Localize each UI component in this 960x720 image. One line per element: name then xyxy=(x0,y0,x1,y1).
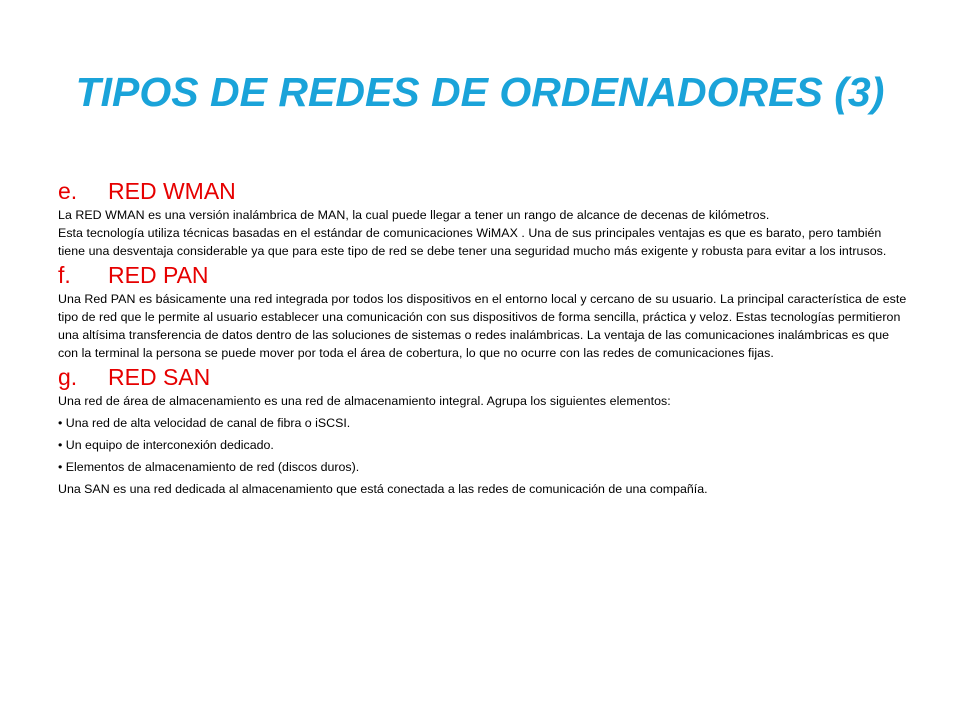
paragraph: Una Red PAN es básicamente una red integrada por todos los dispositivos en el entorno local y cercano de su usuario. La principal característica de este tipo de red que le permite al usuario establecer una comunicación con sus dispositivos de forma sencilla, práctica y veloz. Estas tecnologías permitieron una altísima transferencia de datos dentro de las soluciones de sistemas o redes inalámbricas. La ventaja de las comunicaciones inalámbricas es que con la terminal la persona se puede mover por toda el área de cobertura, lo que no ocurre con las redes de comunicaciones fijas. xyxy=(58,292,907,360)
slide-title: TIPOS DE REDES DE ORDENADORES (3) xyxy=(75,69,885,115)
paragraph: Una SAN es una red dedicada al almacenamiento que está conectada a las redes de comunicación de una compañía. xyxy=(58,482,708,496)
bullet-item: • Elementos de almacenamiento de red (discos duros). xyxy=(58,460,360,474)
section-red-san xyxy=(58,362,908,498)
section-heading xyxy=(58,176,908,206)
list-marker: e. xyxy=(58,178,78,204)
section-heading xyxy=(58,260,908,290)
section-heading xyxy=(58,362,908,392)
list-marker: f. xyxy=(58,262,71,288)
bullet-item: • Un equipo de interconexión dedicado. xyxy=(58,438,274,452)
section-red-wman xyxy=(58,176,908,260)
slide-content xyxy=(58,176,908,498)
list-marker: g. xyxy=(58,364,78,390)
section-title: RED SAN xyxy=(108,364,211,390)
section-title: RED PAN xyxy=(108,262,209,288)
section-title: RED WMAN xyxy=(108,178,236,204)
paragraph: Una red de área de almacenamiento es una red de almacenamiento integral. Agrupa los siguientes elementos: xyxy=(58,394,671,408)
bullet-item: • Una red de alta velocidad de canal de fibra o iSCSI. xyxy=(58,416,351,430)
section-red-pan xyxy=(58,260,908,362)
paragraph: Esta tecnología utiliza técnicas basadas en el estándar de comunicaciones WiMAX . Una de sus principales ventajas es que es barato, pero también tiene una desventaja considerable ya que para este tipo de red se debe tener una seguridad mucho más exigente y robusta para evitar a los intrusos. xyxy=(58,226,887,258)
paragraph: La RED WMAN es una versión inalámbrica de MAN, la cual puede llegar a tener un rango de alcance de decenas de kilómetros. xyxy=(58,208,770,222)
